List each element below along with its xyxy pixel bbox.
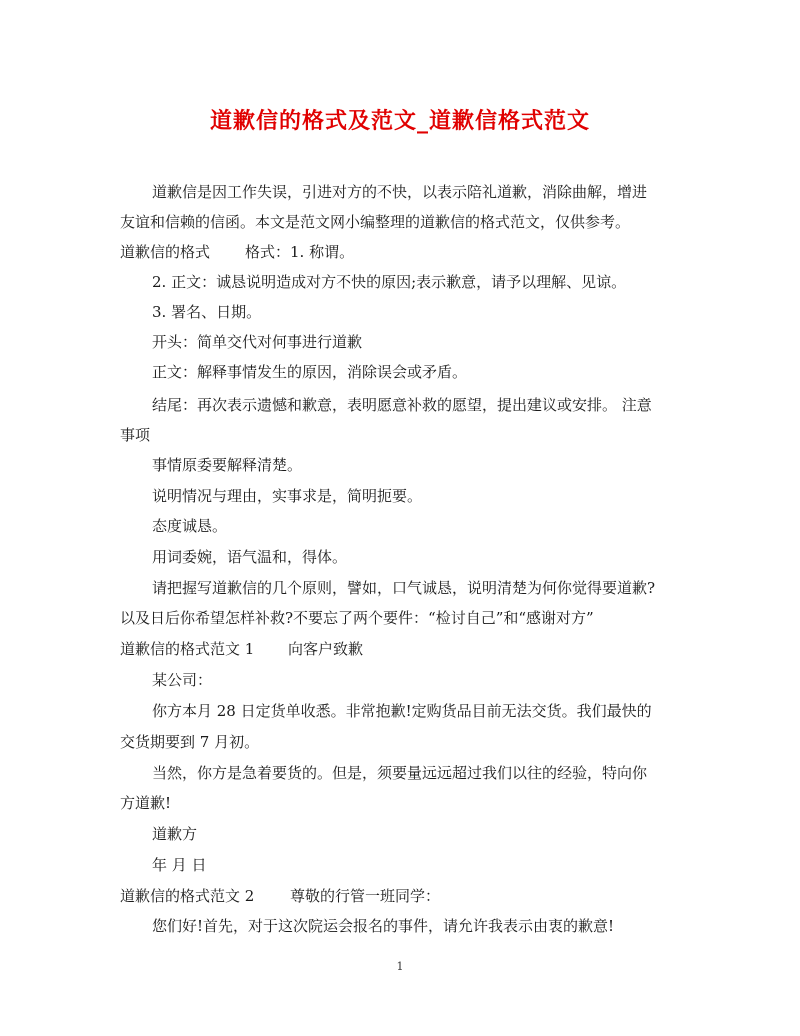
paragraph-line: 3. 署名、日期。 [152,303,262,321]
paragraph-line: 你方本月 28 日定货单收悉。非常抱歉!定购货品目前无法交货。我们最快的 [152,702,652,720]
paragraph-line: 事情原委要解释清楚。 [152,456,303,474]
paragraph-line: 以及日后你希望怎样补救?不要忘了两个要件：“检讨自己”和“感谢对方” [120,609,594,627]
paragraph-line: 事项 [120,426,151,444]
section-heading: 道歉信的格式 [120,243,211,261]
paragraph-line: 年 月 日 [152,856,207,874]
paragraph-line: 尊敬的行管一班同学： [290,887,441,905]
paragraph-line: 开头：简单交代对何事进行道歉 [152,333,363,351]
page-number: 1 [396,960,404,973]
paragraph-line: 道歉方 [152,825,198,843]
paragraph-line: 态度诚恳。 [152,517,228,535]
paragraph-line: 用词委婉，语气温和，得体。 [152,548,348,566]
paragraph-line: 当然，你方是急着要货的。但是，须要量远远超过我们以往的经验，特向你 [152,764,648,782]
paragraph-line: 请把握写道歉信的几个原则，譬如，口气诚恳，说明清楚为何你觉得要道歉? [152,579,656,597]
paragraph-line: 2. 正文：诚恳说明造成对方不快的原因;表示歉意，请予以理解、见谅。 [152,273,627,291]
section-heading: 道歉信的格式范文 2 [120,887,255,905]
paragraph-line: 友谊和信赖的信函。本文是范文网小编整理的道歉信的格式范文，仅供参考。 [120,213,631,231]
document-title: 道歉信的格式及范文_道歉信格式范文 [209,108,590,134]
paragraph-line: 向客户致歉 [288,640,364,658]
paragraph-line: 说明情况与理由，实事求是，简明扼要。 [152,487,423,505]
paragraph-line: 格式：1. 称谓。 [245,243,355,261]
paragraph-line: 某公司： [152,671,213,689]
paragraph-line: 交货期要到 7 月初。 [120,733,260,751]
paragraph-line: 方道歉! [120,794,172,812]
paragraph-line: 道歉信是因工作失误，引进对方的不快，以表示陪礼道歉，消除曲解，增进 [152,183,648,201]
section-heading: 道歉信的格式范文 1 [120,640,255,658]
paragraph-line: 结尾：再次表示遗憾和歉意，表明愿意补救的愿望，提出建议或安排。 注意 [152,396,652,414]
paragraph-line: 正文：解释事情发生的原因，消除误会或矛盾。 [152,363,468,381]
paragraph-line: 您们好!首先，对于这次院运会报名的事件，请允许我表示由衷的歉意! [152,917,615,935]
